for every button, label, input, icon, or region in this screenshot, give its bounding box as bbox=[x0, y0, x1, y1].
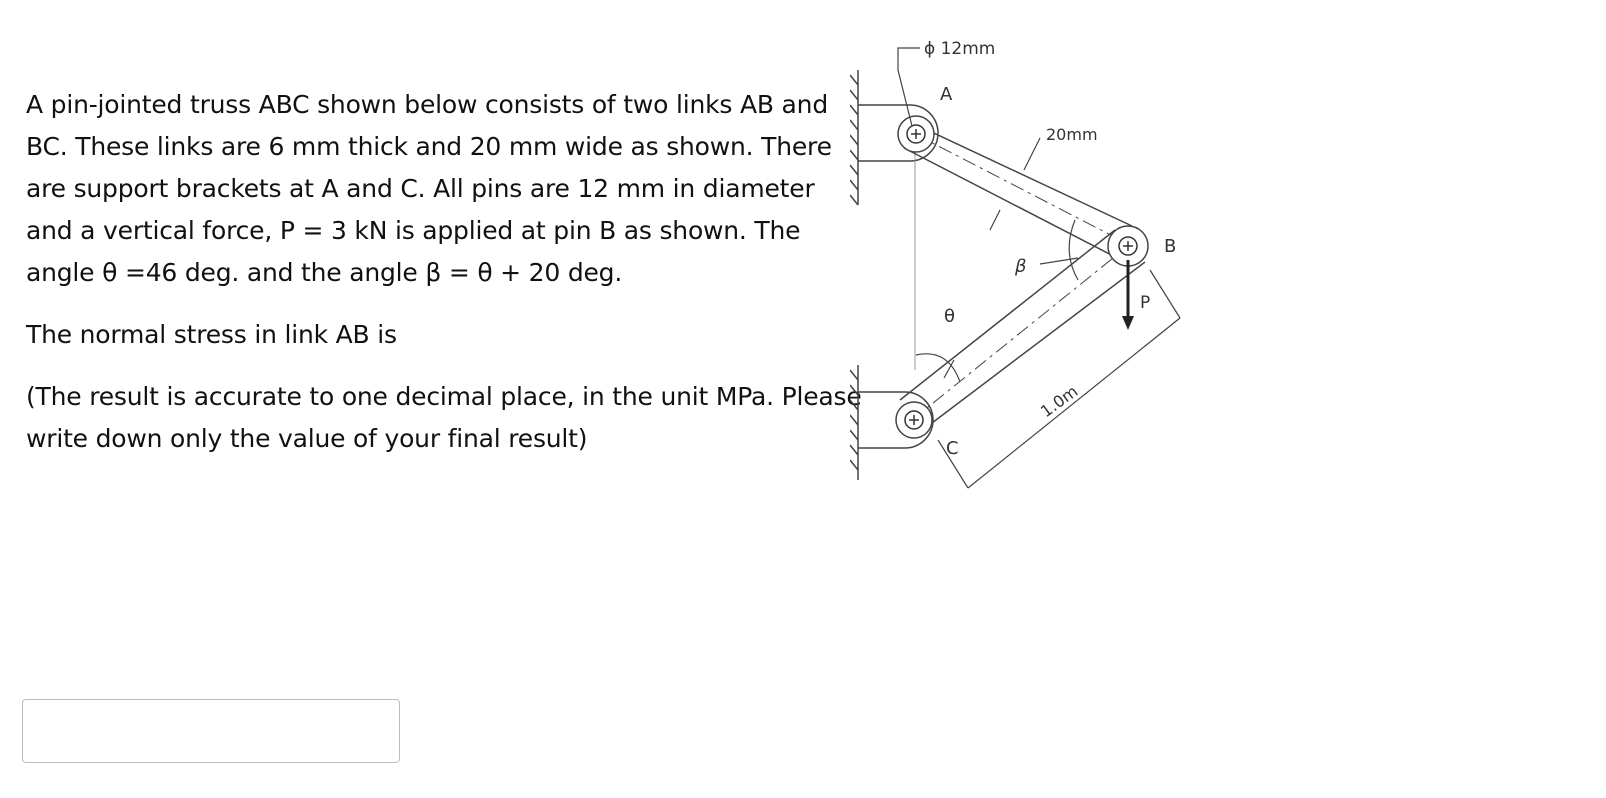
wall-a bbox=[850, 70, 858, 205]
label-c: C bbox=[946, 438, 959, 459]
force-p-arrowhead bbox=[1122, 316, 1134, 330]
pin-c bbox=[905, 411, 923, 429]
pin-a bbox=[907, 125, 925, 143]
truss-diagram-svg bbox=[850, 30, 1240, 510]
link-ab bbox=[904, 120, 1132, 262]
beta-arc bbox=[1069, 220, 1078, 280]
question-paragraph-1: A pin-jointed truss ABC shown below consists of two links AB and BC. These links are 6 mm thick and 20 mm wide as shown. There are support brackets at A and C. All pins are 12 mm in diameter and a vertical force, P = 3 kN is applied at pin B as shown. The angle θ =46 deg. and the angle β = θ + 20 deg. bbox=[26, 90, 832, 287]
beta-label: β bbox=[1015, 256, 1027, 277]
answer-input[interactable] bbox=[22, 699, 400, 763]
width-label: 20mm bbox=[1046, 125, 1098, 144]
wall-c bbox=[850, 365, 858, 480]
truss-diagram bbox=[850, 30, 1240, 510]
question-paragraph-3: (The result is accurate to one decimal place, in the unit MPa. Please write down only the value of your final result) bbox=[26, 382, 862, 453]
pin-diameter-label: ϕ 12mm bbox=[924, 39, 996, 59]
theta-label: θ bbox=[944, 306, 956, 327]
pin-diameter-leader bbox=[898, 48, 920, 126]
label-p: P bbox=[1140, 293, 1151, 313]
width-dimension-line-2 bbox=[990, 210, 1000, 230]
width-dimension-line bbox=[1024, 138, 1040, 170]
label-b: B bbox=[1164, 236, 1177, 257]
question-paragraph-2: The normal stress in link AB is bbox=[26, 320, 397, 349]
question-text bbox=[26, 84, 866, 460]
length-label: 1.0m bbox=[1036, 381, 1082, 422]
label-a: A bbox=[940, 84, 953, 105]
pin-b bbox=[1119, 237, 1137, 255]
